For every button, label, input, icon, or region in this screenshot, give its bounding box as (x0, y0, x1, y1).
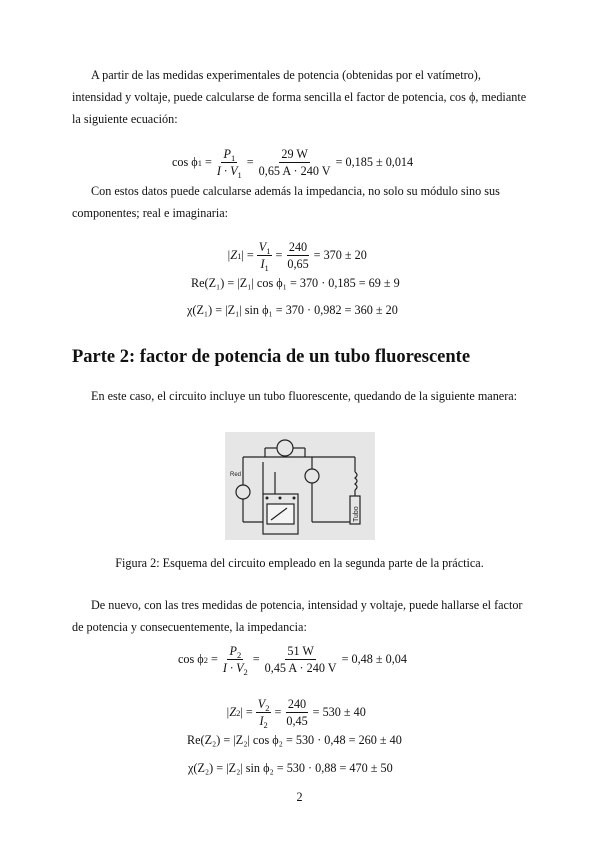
z2-mod-result: = 530 ± 40 (312, 705, 366, 719)
eq1-frac2-num: 29 W (281, 147, 308, 161)
figure-caption: Figura 2: Esquema del circuito empleado en la segunda parte de la práctica. (115, 556, 484, 570)
eq2-frac2-den: 0,45 A · 240 V (264, 661, 337, 675)
equation-im-z2: χ(Z₂) = |Z₂| sin ϕ₂ = 530 · 0,88 = 470 ± 50 (188, 761, 393, 775)
equation-im-z1: χ(Z₁) = |Z₁| sin ϕ₁ = 370 · 0,982 = 360 ± 20 (187, 303, 398, 317)
z2-frac1-den: I (259, 714, 264, 728)
z2-frac2-num: 240 (287, 697, 307, 711)
eq1-frac1-den: I · V (216, 164, 238, 178)
figure-label-tube: Tubo (353, 506, 360, 522)
eq2-frac2-num: 51 W (287, 644, 314, 658)
eq2-frac1-num: P (229, 644, 237, 658)
z1-frac1-den: I (260, 257, 265, 271)
z2-frac2-den: 0,45 (286, 714, 308, 728)
intro-paragraph: A partir de las medidas experimentales de potencia (obtenidas por el vatímetro), intensidad y voltaje, puede calcularse de forma sencilla el factor de potencia, cos ϕ, mediante la siguiente ecuación: (72, 68, 527, 126)
impedance-paragraph: Con estos datos puede calcularse además la impedancia, no solo su módulo sino sus componentes; real e imaginaria: (72, 184, 500, 220)
z2-frac1-num: V (257, 697, 266, 711)
z1-mod-result: = 370 ± 20 (313, 248, 367, 262)
eq2-frac1-den: I · V (222, 661, 244, 675)
z1-mod-lhs: |Z (227, 248, 238, 262)
page-number: 2 (296, 790, 303, 804)
eq1-frac2-den: 0,65 A · 240 V (258, 164, 331, 178)
section-intro: En este caso, el circuito incluye un tubo fluorescente, quedando de la siguiente manera: (91, 389, 518, 403)
equation-z2-modulus: |Z 2 | = $\frac{V_2}{I_2}$ = $\frac{240}{0,45}$ = 530 ± 40 (226, 697, 366, 730)
eq2-lhs: cos ϕ (178, 652, 204, 666)
eq1-lhs: cos ϕ (172, 155, 198, 169)
section-title: Parte 2: factor de potencia de un tubo fluorescente (72, 347, 471, 367)
equation-z1-modulus: |Z 1 | = $\frac{V_1}{I_1}$ = $\frac{240}{0,65}$ = 370 ± 20 (227, 240, 367, 273)
z1-frac2-den: 0,65 (287, 257, 309, 271)
circuit-figure (225, 432, 375, 540)
equation-re-z2: Re(Z₂) = |Z₂| cos ϕ₂ = 530 · 0,48 = 260 ± 40 (187, 733, 402, 747)
circuit-diagram (225, 432, 375, 540)
part2-paragraph: De nuevo, con las tres medidas de potencia, intensidad y voltaje, puede hallarse el factor de potencia y consecuentemente, la impedancia: (72, 598, 523, 634)
figure-label-source: Red (230, 472, 242, 478)
eq2-result: = 0,48 ± 0,04 (341, 652, 407, 666)
z2-mod-lhs: |Z (226, 705, 237, 719)
equation-cos-phi1: cos ϕ 1 = $\frac{P_1}{I \cdot V_1}$ = $\frac{29 W}{0,65 A \cdot 240 V}$ = 0,185 ± 0,014 (172, 147, 414, 180)
z1-frac1-num: V (258, 240, 267, 254)
eq1-result: = 0,185 ± 0,014 (335, 155, 414, 169)
z1-frac2-num: 240 (288, 240, 308, 254)
equation-cos-phi2: cos ϕ 2 = $\frac{P_2}{I \cdot V_2}$ = $\frac{51 W}{0,45 A \cdot 240 V}$ = 0,48 ± 0,04 (178, 644, 407, 677)
equation-re-z1: Re(Z₁) = |Z₁| cos ϕ₁ = 370 · 0,185 = 69 ± 9 (191, 276, 400, 290)
eq1-frac1-num: P (223, 147, 231, 161)
